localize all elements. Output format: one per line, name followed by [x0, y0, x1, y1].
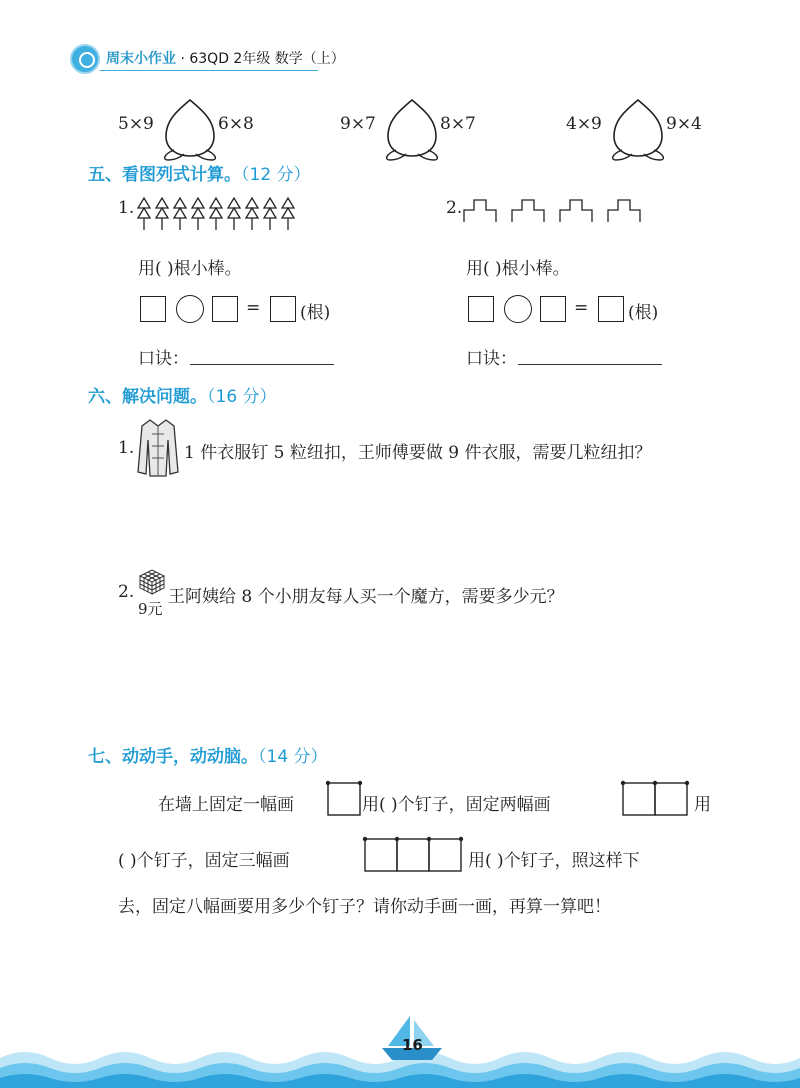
s5-q1-number: 1.: [118, 198, 135, 218]
peach-icon: [160, 94, 220, 162]
compare-left-2: 9×7: [340, 114, 376, 134]
rubiks-cube-icon: [136, 566, 166, 596]
header-brand: 周末小作业: [106, 51, 176, 67]
s5-q1-prompt: 用( )根小棒。: [138, 259, 242, 279]
s7-line1-middle: 用( )个钉子，固定两幅画: [362, 795, 551, 815]
header-underline: [100, 70, 318, 71]
section-6-title: 六、解决问题。（16 分）: [88, 387, 277, 407]
s6-q1-number: 1.: [118, 438, 135, 458]
two-paintings-figure: [620, 780, 692, 818]
equals-sign: =: [246, 298, 261, 318]
answer-box[interactable]: [140, 296, 166, 322]
s7-line3: 去，固定八幅画要用多少个钉子？请你动手画一画，再算一算吧！: [118, 897, 611, 917]
answer-box[interactable]: [270, 296, 296, 322]
section-5-title: 五、看图列式计算。（12 分）: [88, 165, 311, 185]
compare-right-2: 8×7: [440, 114, 476, 134]
s6-q2-text: 王阿姨给 8 个小朋友每人买一个魔方，需要多少元？: [168, 587, 564, 607]
operator-circle[interactable]: [176, 295, 204, 323]
compare-right-3: 9×4: [666, 114, 702, 134]
answer-box[interactable]: [212, 296, 238, 322]
s7-line1-start: 在墙上固定一幅画: [158, 795, 294, 815]
triangles-sticks-figure: [136, 194, 306, 232]
s7-line2-end: 用( )个钉子，照这样下: [468, 851, 640, 871]
s5-q2-unit: (根): [628, 303, 659, 323]
answer-box[interactable]: [598, 296, 624, 322]
cross-sticks-figure: [462, 196, 644, 226]
s6-q2-number: 2.: [118, 582, 135, 602]
peach-icon: [382, 94, 442, 162]
mnemonic-answer-line[interactable]: [518, 364, 662, 365]
page-number: 16: [402, 1036, 423, 1054]
answer-box[interactable]: [540, 296, 566, 322]
page-header: [106, 48, 345, 68]
header-grade-subject: · 63QD 2年级 数学（上）: [180, 51, 345, 67]
one-painting-figure: [325, 780, 363, 818]
s5-q2-prompt: 用( )根小棒。: [466, 259, 570, 279]
s7-line2-start: ( )个钉子，固定三幅画: [118, 851, 290, 871]
cube-price: 9元: [138, 600, 163, 618]
answer-box[interactable]: [468, 296, 494, 322]
s5-q2-mnemonic-label: 口诀：: [466, 349, 517, 369]
section-7-title: 七、动动手，动动脑。（14 分）: [88, 747, 328, 767]
mnemonic-answer-line[interactable]: [190, 364, 334, 365]
coat-icon: [136, 416, 180, 478]
compare-right-1: 6×8: [218, 114, 254, 134]
s5-q1-mnemonic-label: 口诀：: [138, 349, 189, 369]
s5-q1-unit: (根): [300, 303, 331, 323]
compare-left-3: 4×9: [566, 114, 602, 134]
equals-sign: =: [574, 298, 589, 318]
compare-left-1: 5×9: [118, 114, 154, 134]
s5-q2-number: 2.: [446, 198, 463, 218]
operator-circle[interactable]: [504, 295, 532, 323]
peach-icon: [608, 94, 668, 162]
s7-line1-end: 用: [694, 795, 711, 815]
three-paintings-figure: [362, 836, 468, 874]
s6-q1-text: 1 件衣服钉 5 粒纽扣，王师傅要做 9 件衣服，需要几粒纽扣？: [184, 443, 652, 463]
brand-logo-icon: [70, 44, 100, 74]
